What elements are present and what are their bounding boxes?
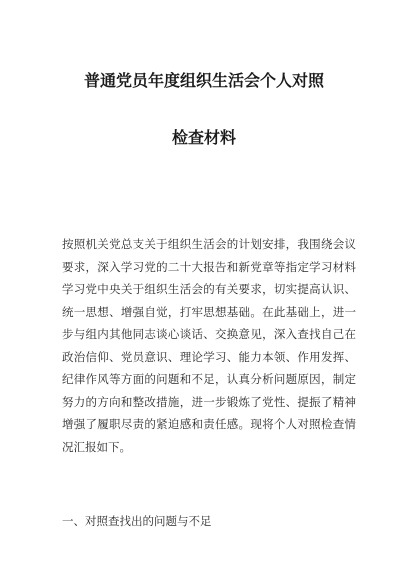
paragraph-line: 增强了履职尽责的紧迫感和责任感。现将个人对照检查情 [62, 417, 356, 431]
paragraph-line: 步与组内其他同志谈心谈话、交换意见，深入查找自己在 [62, 327, 356, 341]
paragraph-line: 政治信仰、党员意识、理论学习、能力本领、作用发挥、 [62, 349, 356, 364]
paragraph-line: 统一思想、增强自觉，打牢思想基础。在此基础上，进一 [62, 304, 356, 319]
paragraph-line: 况汇报如下。 [62, 439, 131, 454]
intro-paragraph [62, 233, 356, 458]
paragraph-line: 纪律作风等方面的问题和不足，认真分析问题原因，制定 [62, 372, 356, 386]
paragraph-line: 努力的方向和整改措施，进一步锻炼了党性、提振了精神 [62, 394, 356, 409]
paragraph-line: 按照机关党总支关于组织生活会的计划安排，我围绕会议 [62, 237, 356, 251]
paragraph-line: 要求，深入学习党的二十大报告和新党章等指定学习材料 [62, 259, 356, 274]
section-heading: 一、对照查找出的问题与不足 [62, 514, 212, 528]
document-title-line-1: 普通党员年度组织生活会个人对照 [83, 71, 324, 90]
paragraph-line: 学习党中央关于组织生活会的有关要求，切实提高认识、 [62, 282, 356, 296]
document-title-line-2: 检查材料 [171, 128, 236, 147]
